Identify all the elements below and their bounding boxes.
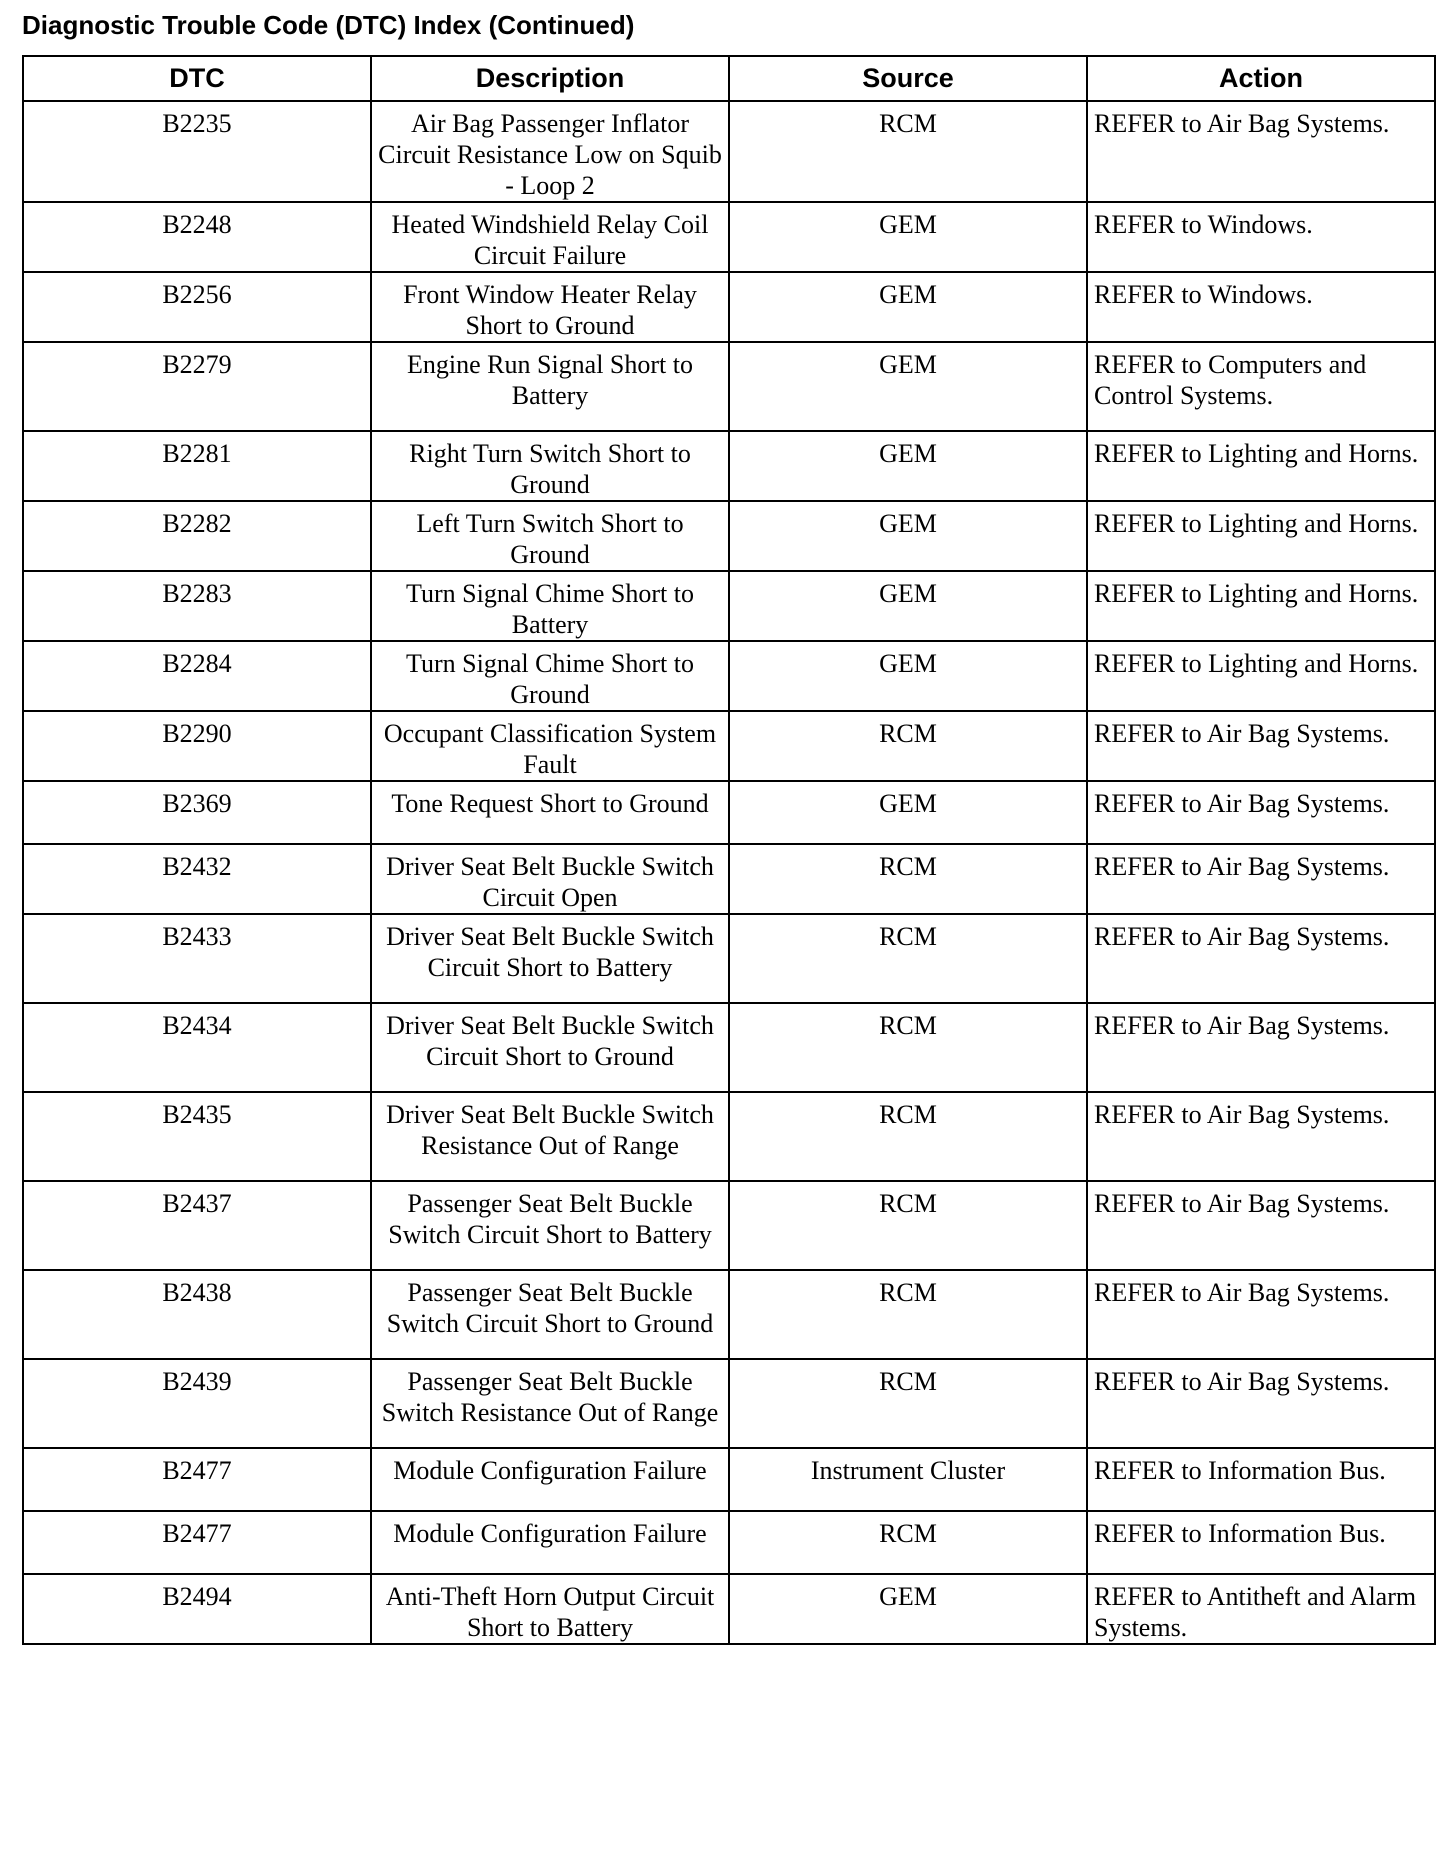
- source-cell: GEM: [729, 272, 1087, 342]
- source-cell: Instrument Cluster: [729, 1448, 1087, 1511]
- dtc-index-table: [22, 55, 1436, 1645]
- dtc-cell: B2279: [23, 342, 371, 431]
- dtc-cell: B2248: [23, 202, 371, 272]
- description-cell: Turn Signal Chime Short to Ground: [371, 641, 729, 711]
- description-cell: Module Configuration Failure: [371, 1448, 729, 1511]
- table-row: [23, 431, 1435, 501]
- description-cell: Left Turn Switch Short to Ground: [371, 501, 729, 571]
- action-cell: REFER to Air Bag Systems.: [1087, 1181, 1435, 1270]
- table-body: [23, 101, 1435, 1644]
- description-cell: Driver Seat Belt Buckle Switch Resistance Out of Range: [371, 1092, 729, 1181]
- dtc-cell: B2235: [23, 101, 371, 202]
- action-cell: REFER to Air Bag Systems.: [1087, 844, 1435, 914]
- table-row: [23, 1359, 1435, 1448]
- description-cell: Module Configuration Failure: [371, 1511, 729, 1574]
- table-row: [23, 101, 1435, 202]
- action-cell: REFER to Air Bag Systems.: [1087, 711, 1435, 781]
- source-cell: RCM: [729, 1003, 1087, 1092]
- source-cell: RCM: [729, 711, 1087, 781]
- table-header: [23, 56, 1435, 101]
- dtc-cell: B2437: [23, 1181, 371, 1270]
- dtc-cell: B2290: [23, 711, 371, 781]
- table-row: [23, 844, 1435, 914]
- table-row: [23, 1003, 1435, 1092]
- dtc-cell: B2283: [23, 571, 371, 641]
- table-row: [23, 781, 1435, 844]
- dtc-cell: B2281: [23, 431, 371, 501]
- action-cell: REFER to Antitheft and Alarm Systems.: [1087, 1574, 1435, 1644]
- action-cell: REFER to Windows.: [1087, 202, 1435, 272]
- source-cell: GEM: [729, 1574, 1087, 1644]
- action-cell: REFER to Lighting and Horns.: [1087, 501, 1435, 571]
- source-cell: GEM: [729, 342, 1087, 431]
- column-header-dtc: DTC: [23, 56, 371, 101]
- description-cell: Passenger Seat Belt Buckle Switch Circuit Short to Battery: [371, 1181, 729, 1270]
- description-cell: Tone Request Short to Ground: [371, 781, 729, 844]
- action-cell: REFER to Information Bus.: [1087, 1511, 1435, 1574]
- column-header-source: Source: [729, 56, 1087, 101]
- source-cell: RCM: [729, 914, 1087, 1003]
- table-row: [23, 1270, 1435, 1359]
- table-row: [23, 1448, 1435, 1511]
- description-cell: Passenger Seat Belt Buckle Switch Resistance Out of Range: [371, 1359, 729, 1448]
- action-cell: REFER to Information Bus.: [1087, 1448, 1435, 1511]
- description-cell: Driver Seat Belt Buckle Switch Circuit Short to Ground: [371, 1003, 729, 1092]
- dtc-cell: B2439: [23, 1359, 371, 1448]
- table-row: [23, 1574, 1435, 1644]
- table-row: [23, 1511, 1435, 1574]
- action-cell: REFER to Computers and Control Systems.: [1087, 342, 1435, 431]
- dtc-cell: B2282: [23, 501, 371, 571]
- description-cell: Driver Seat Belt Buckle Switch Circuit Open: [371, 844, 729, 914]
- description-cell: Anti-Theft Horn Output Circuit Short to Battery: [371, 1574, 729, 1644]
- description-cell: Air Bag Passenger Inflator Circuit Resistance Low on Squib - Loop 2: [371, 101, 729, 202]
- table-row: [23, 342, 1435, 431]
- table-row: [23, 711, 1435, 781]
- source-cell: RCM: [729, 1092, 1087, 1181]
- action-cell: REFER to Air Bag Systems.: [1087, 1270, 1435, 1359]
- action-cell: REFER to Lighting and Horns.: [1087, 641, 1435, 711]
- header-row: [23, 56, 1435, 101]
- dtc-cell: B2434: [23, 1003, 371, 1092]
- column-header-action: Action: [1087, 56, 1435, 101]
- action-cell: REFER to Windows.: [1087, 272, 1435, 342]
- source-cell: GEM: [729, 501, 1087, 571]
- action-cell: REFER to Air Bag Systems.: [1087, 1003, 1435, 1092]
- table-row: [23, 272, 1435, 342]
- action-cell: REFER to Air Bag Systems.: [1087, 101, 1435, 202]
- table-row: [23, 641, 1435, 711]
- description-cell: Right Turn Switch Short to Ground: [371, 431, 729, 501]
- table-row: [23, 1092, 1435, 1181]
- page-title: Diagnostic Trouble Code (DTC) Index (Continued): [22, 10, 635, 40]
- description-cell: Turn Signal Chime Short to Battery: [371, 571, 729, 641]
- source-cell: RCM: [729, 101, 1087, 202]
- source-cell: GEM: [729, 431, 1087, 501]
- source-cell: RCM: [729, 1511, 1087, 1574]
- source-cell: RCM: [729, 1359, 1087, 1448]
- description-cell: Driver Seat Belt Buckle Switch Circuit Short to Battery: [371, 914, 729, 1003]
- dtc-cell: B2438: [23, 1270, 371, 1359]
- source-cell: RCM: [729, 844, 1087, 914]
- dtc-cell: B2369: [23, 781, 371, 844]
- table-row: [23, 914, 1435, 1003]
- source-cell: GEM: [729, 781, 1087, 844]
- source-cell: RCM: [729, 1181, 1087, 1270]
- action-cell: REFER to Air Bag Systems.: [1087, 1092, 1435, 1181]
- source-cell: GEM: [729, 641, 1087, 711]
- action-cell: REFER to Lighting and Horns.: [1087, 571, 1435, 641]
- dtc-cell: B2494: [23, 1574, 371, 1644]
- source-cell: GEM: [729, 202, 1087, 272]
- action-cell: REFER to Air Bag Systems.: [1087, 1359, 1435, 1448]
- source-cell: RCM: [729, 1270, 1087, 1359]
- dtc-cell: B2256: [23, 272, 371, 342]
- action-cell: REFER to Lighting and Horns.: [1087, 431, 1435, 501]
- dtc-cell: B2284: [23, 641, 371, 711]
- description-cell: Occupant Classification System Fault: [371, 711, 729, 781]
- dtc-cell: B2435: [23, 1092, 371, 1181]
- description-cell: Engine Run Signal Short to Battery: [371, 342, 729, 431]
- table-row: [23, 571, 1435, 641]
- column-header-description: Description: [371, 56, 729, 101]
- table-row: [23, 202, 1435, 272]
- action-cell: REFER to Air Bag Systems.: [1087, 781, 1435, 844]
- table-row: [23, 1181, 1435, 1270]
- table-row: [23, 501, 1435, 571]
- dtc-cell: B2477: [23, 1448, 371, 1511]
- description-cell: Heated Windshield Relay Coil Circuit Failure: [371, 202, 729, 272]
- dtc-cell: B2433: [23, 914, 371, 1003]
- action-cell: REFER to Air Bag Systems.: [1087, 914, 1435, 1003]
- dtc-cell: B2432: [23, 844, 371, 914]
- description-cell: Passenger Seat Belt Buckle Switch Circuit Short to Ground: [371, 1270, 729, 1359]
- description-cell: Front Window Heater Relay Short to Ground: [371, 272, 729, 342]
- source-cell: GEM: [729, 571, 1087, 641]
- dtc-cell: B2477: [23, 1511, 371, 1574]
